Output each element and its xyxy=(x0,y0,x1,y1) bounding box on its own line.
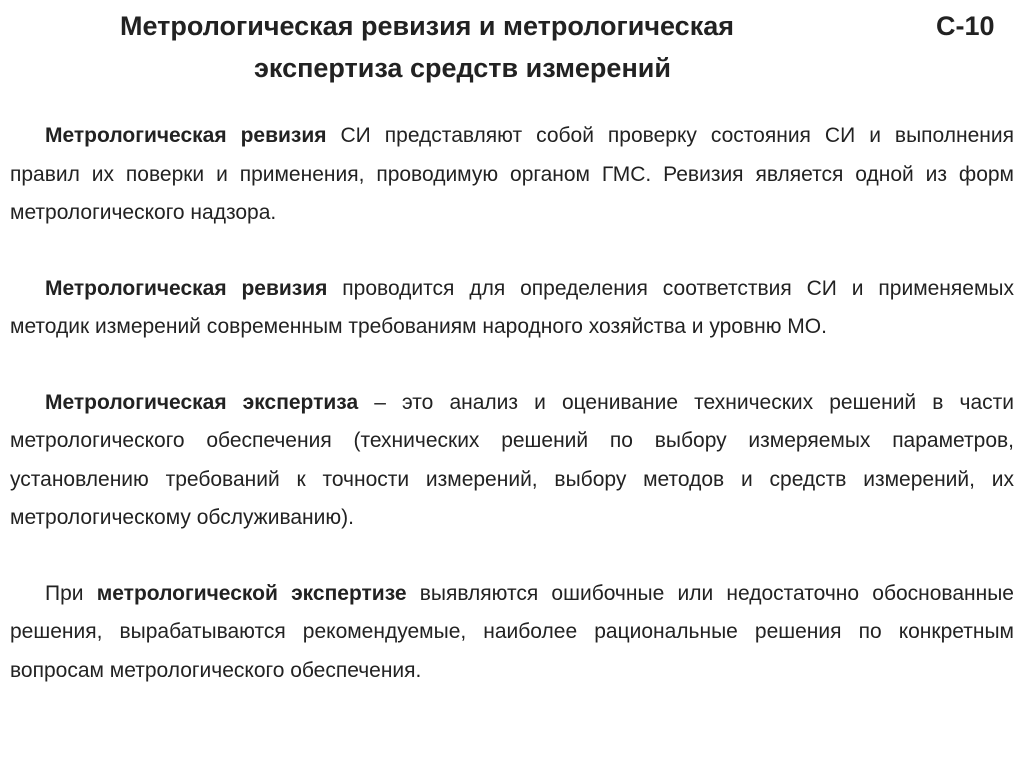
paragraph-prefix: При xyxy=(45,581,97,605)
paragraph-expertise-definition xyxy=(10,384,1014,538)
title-line-2: экспертиза средств измерений xyxy=(254,53,671,83)
term-bold: метрологической экспертизе xyxy=(96,581,407,605)
paragraph-text: СИ представляют собой проверку состояния СИ и выполнения правил их поверки и применения, проводимую органом ГМС. Ревизия является одной из форм метрологического надзора. xyxy=(10,124,1014,224)
paragraph-revision-definition xyxy=(10,117,1014,233)
paragraph-revision-purpose xyxy=(10,270,1014,347)
paragraph-expertise-results xyxy=(10,575,1014,691)
term-bold: Метрологическая ревизия xyxy=(45,124,327,147)
term-bold: Метрологическая экспертиза xyxy=(45,390,359,414)
paragraph-text: проводится для определения соответствия СИ и применяемых методик измерений современным требованиям народного хозяйства и уровню МО. xyxy=(10,276,1014,338)
title-line-1: Метрологическая ревизия и метрологическая xyxy=(120,11,734,41)
paragraph-text: выявляются ошибочные или недостаточно обоснованные решения, вырабатываются рекомендуемые, наиболее рациональные решения по конкретным вопросам метрологического обеспечения. xyxy=(10,581,1014,682)
paragraph-text: – это анализ и оценивание технических решений в части метрологического обеспечения (технических решений по выбору измеряемых параметров, установлению требований к точности измерений, выбору методов и средств измерений, их метрологическому обслуживанию). xyxy=(10,390,1014,529)
slide-body xyxy=(10,117,1014,727)
term-bold: Метрологическая ревизия xyxy=(45,276,328,300)
slide-code: С-10 xyxy=(936,11,995,41)
